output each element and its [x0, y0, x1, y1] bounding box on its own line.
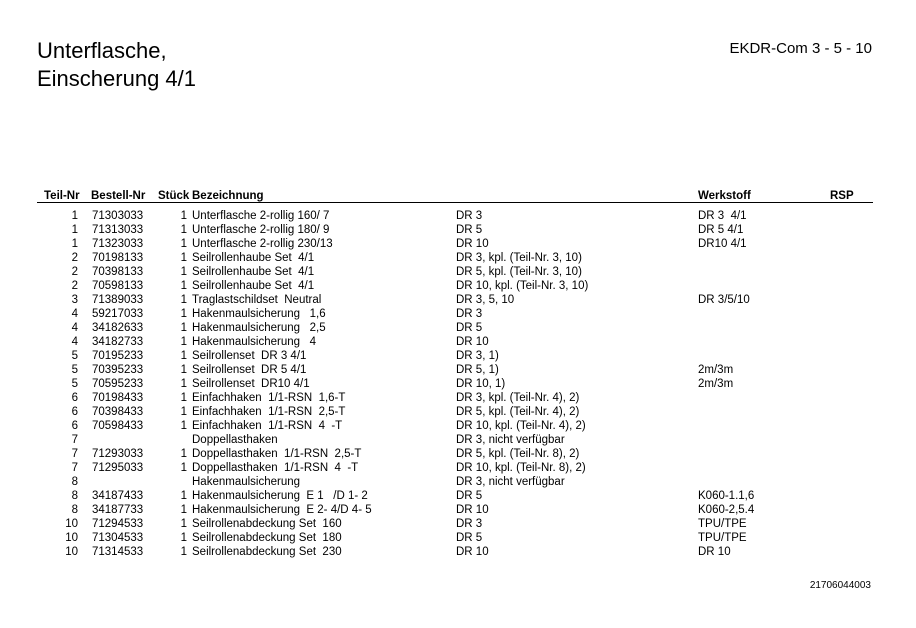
table-row	[0, 349, 916, 363]
cell-stueck: 1	[180, 490, 187, 502]
table-row	[0, 419, 916, 433]
cell-teil-nr: 7	[71, 434, 78, 446]
table-row	[0, 251, 916, 265]
cell-teil-nr: 6	[71, 406, 78, 418]
cell-werkstoff: DR10 4/1	[698, 238, 747, 250]
cell-variante: DR 5, 1)	[456, 364, 499, 376]
cell-stueck: 1	[180, 224, 187, 236]
cell-bestell-nr: 71389033	[92, 294, 144, 306]
title-line-2: Einscherung 4/1	[37, 66, 196, 91]
cell-werkstoff: DR 10	[698, 546, 731, 558]
cell-stueck: 1	[180, 294, 187, 306]
table-row	[0, 433, 916, 447]
table-row	[0, 475, 916, 489]
header-bestell-nr: Bestell-Nr	[91, 190, 146, 202]
cell-stueck: 1	[180, 532, 187, 544]
cell-stueck: 1	[180, 238, 187, 250]
cell-bestell-nr: 34182633	[92, 322, 144, 334]
cell-stueck: 1	[180, 546, 187, 558]
cell-bestell-nr: 34187433	[92, 490, 144, 502]
cell-teil-nr: 2	[71, 266, 78, 278]
cell-bezeichnung: Seilrollenset DR 3 4/1	[192, 350, 307, 362]
cell-teil-nr: 4	[71, 336, 78, 348]
cell-bezeichnung: Seilrollenset DR 5 4/1	[192, 364, 307, 376]
cell-stueck: 1	[180, 252, 187, 264]
table-row	[0, 209, 916, 223]
cell-stueck: 1	[180, 308, 187, 320]
header-rsp: RSP	[830, 190, 854, 202]
cell-werkstoff: DR 5 4/1	[698, 224, 744, 236]
cell-stueck: 1	[180, 210, 187, 222]
cell-bezeichnung: Einfachhaken 1/1-RSN 4 -T	[192, 420, 343, 432]
table-row	[0, 307, 916, 321]
cell-variante: DR 5	[456, 322, 483, 334]
cell-bezeichnung: Hakenmaulsicherung 2,5	[192, 322, 326, 334]
header-werkstoff: Werkstoff	[698, 190, 751, 202]
header-divider	[37, 202, 873, 203]
cell-teil-nr: 10	[65, 546, 78, 558]
cell-stueck: 1	[180, 336, 187, 348]
cell-stueck: 1	[180, 420, 187, 432]
cell-bestell-nr: 59217033	[92, 308, 144, 320]
cell-bestell-nr: 70198133	[92, 252, 144, 264]
table-row	[0, 391, 916, 405]
cell-bestell-nr: 34187733	[92, 504, 144, 516]
cell-stueck: 1	[180, 364, 187, 376]
cell-teil-nr: 1	[71, 224, 78, 236]
table-header	[0, 189, 916, 203]
cell-stueck: 1	[180, 462, 187, 474]
cell-teil-nr: 8	[71, 490, 78, 502]
cell-bezeichnung: Seilrollenabdeckung Set 230	[192, 546, 342, 558]
cell-bestell-nr: 71303033	[92, 210, 144, 222]
cell-variante: DR 5, kpl. (Teil-Nr. 3, 10)	[456, 266, 582, 278]
cell-bestell-nr: 70398433	[92, 406, 144, 418]
cell-bezeichnung: Einfachhaken 1/1-RSN 1,6-T	[192, 392, 346, 404]
cell-teil-nr: 8	[71, 504, 78, 516]
cell-variante: DR 5	[456, 224, 483, 236]
cell-bestell-nr: 71313033	[92, 224, 144, 236]
cell-teil-nr: 8	[71, 476, 78, 488]
cell-werkstoff: TPU/TPE	[698, 532, 747, 544]
cell-variante: DR 3, nicht verfügbar	[456, 476, 565, 488]
cell-bezeichnung: Hakenmaulsicherung	[192, 476, 301, 488]
cell-variante: DR 3, kpl. (Teil-Nr. 3, 10)	[456, 252, 582, 264]
cell-bezeichnung: Seilrollenset DR10 4/1	[192, 378, 310, 390]
cell-bestell-nr: 71314533	[92, 546, 144, 558]
table-row	[0, 293, 916, 307]
footer-code: 21706044003	[809, 580, 871, 591]
cell-bezeichnung: Unterflasche 2-rollig 160/ 7	[192, 210, 330, 222]
cell-teil-nr: 6	[71, 420, 78, 432]
cell-bestell-nr: 70595233	[92, 378, 144, 390]
title-line-1: Unterflasche,	[37, 38, 167, 63]
table-row	[0, 489, 916, 503]
table-row	[0, 363, 916, 377]
table-row	[0, 531, 916, 545]
cell-bezeichnung: Hakenmaulsicherung 4	[192, 336, 317, 348]
cell-werkstoff: 2m/3m	[698, 364, 734, 376]
cell-werkstoff: DR 3 4/1	[698, 210, 747, 222]
table-row	[0, 237, 916, 251]
cell-variante: DR 3	[456, 518, 483, 530]
cell-bezeichnung: Doppellasthaken 1/1-RSN 4 -T	[192, 462, 359, 474]
cell-bestell-nr: 71294533	[92, 518, 144, 530]
parts-table-body	[0, 209, 916, 559]
cell-teil-nr: 1	[71, 210, 78, 222]
cell-werkstoff: 2m/3m	[698, 378, 734, 390]
cell-variante: DR 3, nicht verfügbar	[456, 434, 565, 446]
table-row	[0, 321, 916, 335]
table-row	[0, 461, 916, 475]
cell-bestell-nr: 71304533	[92, 532, 144, 544]
header-bezeichnung: Bezeichnung	[192, 190, 264, 202]
cell-variante: DR 3	[456, 210, 483, 222]
cell-variante: DR 3, kpl. (Teil-Nr. 4), 2)	[456, 392, 580, 404]
cell-variante: DR 10, kpl. (Teil-Nr. 4), 2)	[456, 420, 586, 432]
cell-variante: DR 10, kpl. (Teil-Nr. 8), 2)	[456, 462, 586, 474]
cell-variante: DR 3, 5, 10	[456, 294, 515, 306]
table-row	[0, 405, 916, 419]
cell-stueck: 1	[180, 518, 187, 530]
page-title	[37, 37, 196, 93]
cell-stueck: 1	[180, 504, 187, 516]
cell-variante: DR 3	[456, 308, 483, 320]
cell-bezeichnung: Einfachhaken 1/1-RSN 2,5-T	[192, 406, 346, 418]
cell-stueck: 1	[180, 350, 187, 362]
cell-stueck: 1	[180, 406, 187, 418]
cell-bezeichnung: Hakenmaulsicherung 1,6	[192, 308, 326, 320]
cell-bestell-nr: 70598433	[92, 420, 144, 432]
cell-teil-nr: 7	[71, 462, 78, 474]
header-stueck: Stück	[158, 190, 190, 202]
cell-teil-nr: 3	[71, 294, 78, 306]
table-row	[0, 377, 916, 391]
table-row	[0, 545, 916, 559]
cell-bezeichnung: Unterflasche 2-rollig 230/13	[192, 238, 333, 250]
cell-teil-nr: 1	[71, 238, 78, 250]
cell-variante: DR 10, kpl. (Teil-Nr. 3, 10)	[456, 280, 589, 292]
cell-werkstoff: TPU/TPE	[698, 518, 747, 530]
cell-bestell-nr: 70195233	[92, 350, 144, 362]
cell-teil-nr: 5	[71, 378, 78, 390]
cell-variante: DR 3, 1)	[456, 350, 499, 362]
cell-teil-nr: 2	[71, 280, 78, 292]
cell-variante: DR 10, 1)	[456, 378, 506, 390]
cell-variante: DR 5, kpl. (Teil-Nr. 8), 2)	[456, 448, 580, 460]
table-row	[0, 223, 916, 237]
cell-variante: DR 10	[456, 504, 489, 516]
cell-bestell-nr: 70395233	[92, 364, 144, 376]
cell-bezeichnung: Seilrollenabdeckung Set 160	[192, 518, 342, 530]
cell-bestell-nr: 70598133	[92, 280, 144, 292]
cell-bestell-nr: 70398133	[92, 266, 144, 278]
cell-bezeichnung: Hakenmaulsicherung E 1 /D 1- 2	[192, 490, 368, 502]
cell-stueck: 1	[180, 448, 187, 460]
cell-bezeichnung: Seilrollenhaube Set 4/1	[192, 266, 315, 278]
cell-bestell-nr: 34182733	[92, 336, 144, 348]
table-row	[0, 503, 916, 517]
cell-teil-nr: 5	[71, 350, 78, 362]
cell-werkstoff: K060-1.1,6	[698, 490, 755, 502]
cell-bestell-nr: 71293033	[92, 448, 144, 460]
cell-stueck: 1	[180, 392, 187, 404]
cell-stueck: 1	[180, 280, 187, 292]
cell-teil-nr: 6	[71, 392, 78, 404]
cell-bestell-nr: 71323033	[92, 238, 144, 250]
table-row	[0, 335, 916, 349]
cell-werkstoff: DR 3/5/10	[698, 294, 750, 306]
cell-teil-nr: 7	[71, 448, 78, 460]
table-row	[0, 279, 916, 293]
cell-variante: DR 5	[456, 490, 483, 502]
table-row	[0, 517, 916, 531]
table-row	[0, 447, 916, 461]
cell-teil-nr: 4	[71, 308, 78, 320]
cell-variante: DR 10	[456, 546, 489, 558]
cell-bezeichnung: Seilrollenhaube Set 4/1	[192, 252, 315, 264]
cell-teil-nr: 5	[71, 364, 78, 376]
cell-stueck: 1	[180, 322, 187, 334]
cell-variante: DR 5	[456, 532, 483, 544]
cell-variante: DR 5, kpl. (Teil-Nr. 4), 2)	[456, 406, 580, 418]
cell-teil-nr: 10	[65, 518, 78, 530]
cell-variante: DR 10	[456, 336, 489, 348]
cell-bezeichnung: Seilrollenabdeckung Set 180	[192, 532, 342, 544]
cell-bezeichnung: Hakenmaulsicherung E 2- 4/D 4- 5	[192, 504, 372, 516]
header-teil-nr: Teil-Nr	[44, 190, 80, 202]
cell-bezeichnung: Doppellasthaken	[192, 434, 278, 446]
cell-bestell-nr: 70198433	[92, 392, 144, 404]
cell-stueck: 1	[180, 266, 187, 278]
cell-bezeichnung: Doppellasthaken 1/1-RSN 2,5-T	[192, 448, 362, 460]
cell-teil-nr: 4	[71, 322, 78, 334]
table-row	[0, 265, 916, 279]
cell-variante: DR 10	[456, 238, 489, 250]
cell-bestell-nr: 71295033	[92, 462, 144, 474]
cell-stueck: 1	[180, 378, 187, 390]
document-reference: EKDR-Com 3 - 5 - 10	[729, 40, 872, 57]
cell-teil-nr: 2	[71, 252, 78, 264]
cell-werkstoff: K060-2,5.4	[698, 504, 755, 516]
cell-bezeichnung: Unterflasche 2-rollig 180/ 9	[192, 224, 330, 236]
cell-teil-nr: 10	[65, 532, 78, 544]
cell-bezeichnung: Traglastschildset Neutral	[192, 294, 322, 306]
cell-bezeichnung: Seilrollenhaube Set 4/1	[192, 280, 315, 292]
